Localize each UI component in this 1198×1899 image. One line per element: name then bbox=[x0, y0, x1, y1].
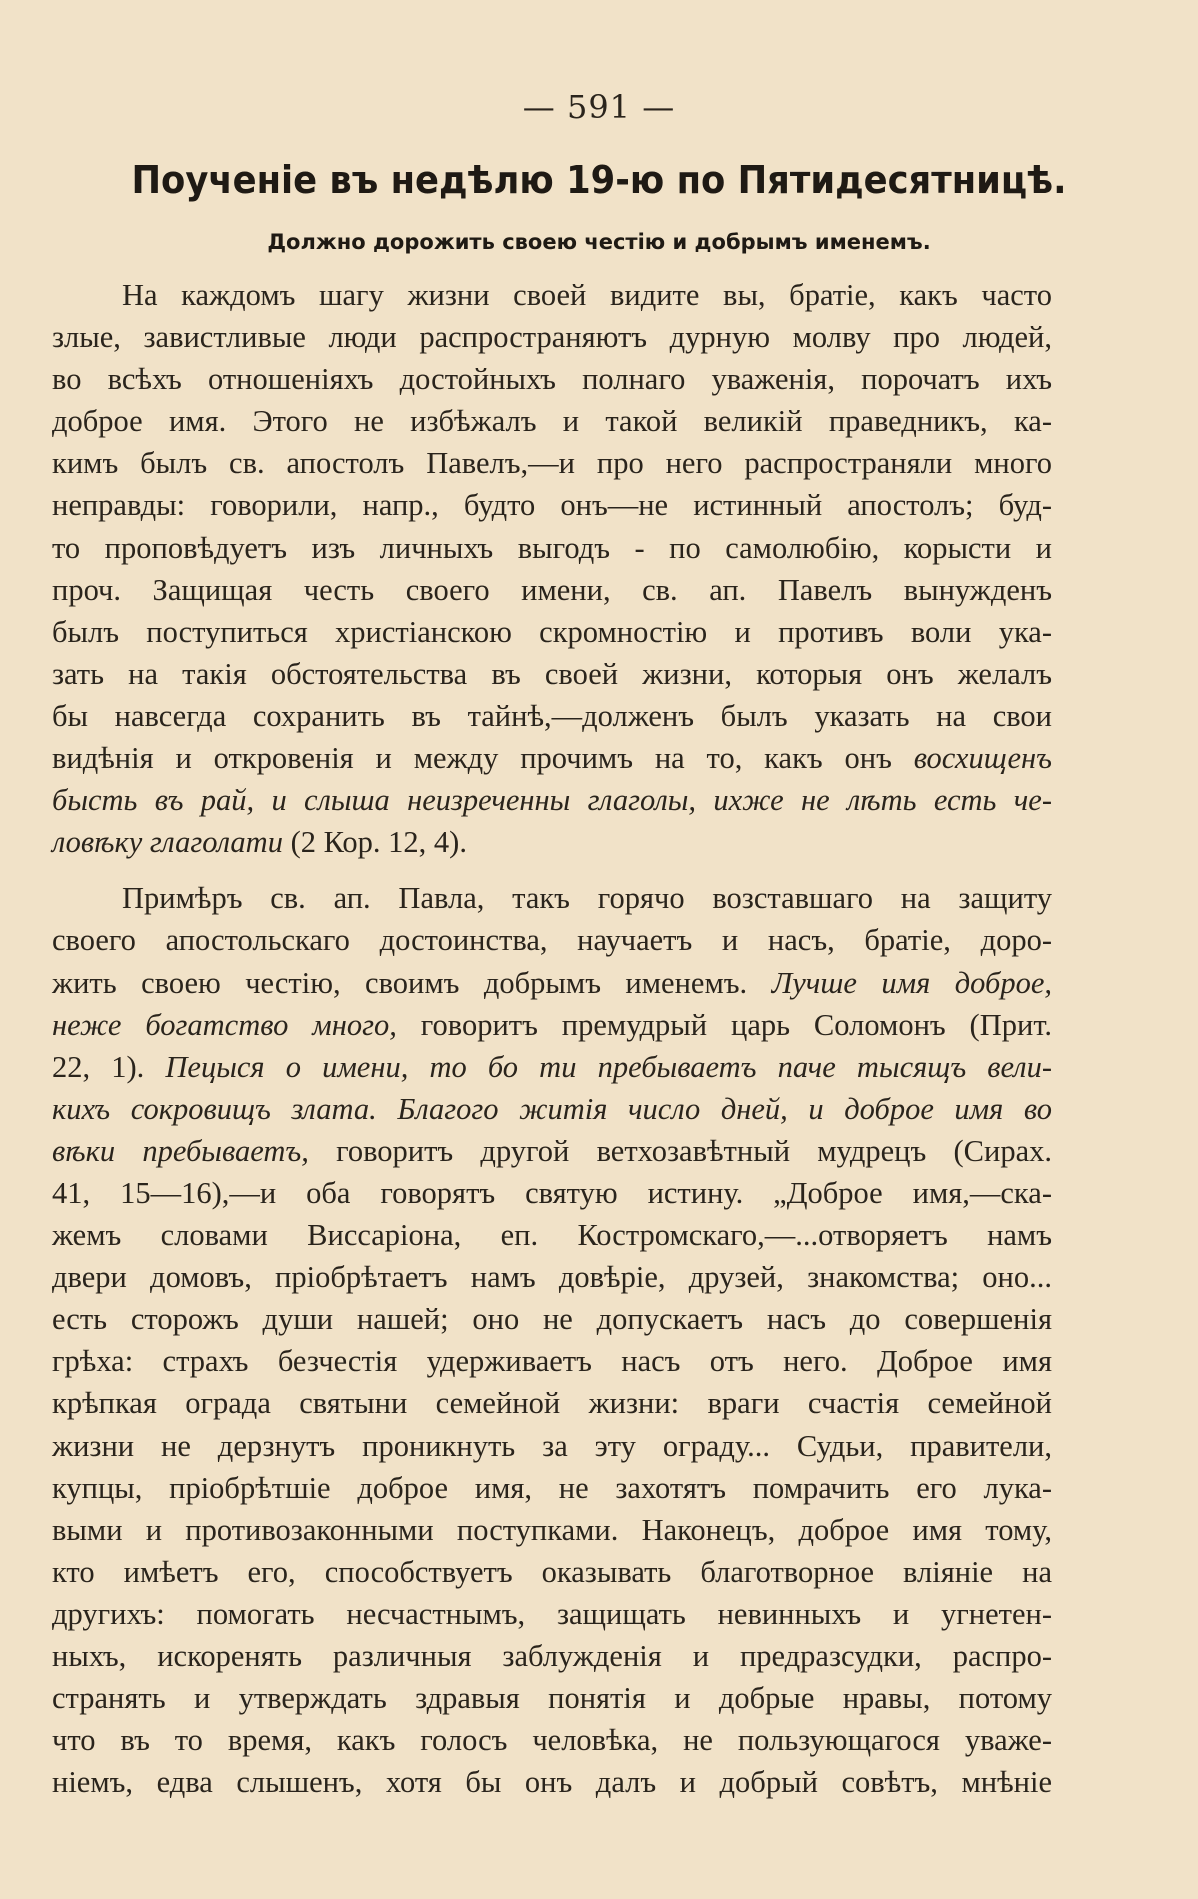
paragraph-1 bbox=[52, 274, 1052, 863]
text-line: странять и утверждать здравыя понятія и добрые нравы, потому bbox=[52, 1681, 1052, 1716]
citation: (2 Кор. 12, 4). bbox=[282, 825, 467, 860]
text-run: видѣнія и откровенія и между прочимъ на то, какъ онъ bbox=[52, 741, 914, 776]
paragraph-2 bbox=[52, 877, 1052, 1803]
text-line: двери домовъ, пріобрѣтаетъ намъ довѣріе, друзей, знакомства; оно... bbox=[52, 1260, 1052, 1295]
text-line: кимъ былъ св. апостолъ Павелъ,—и про него распространяли много bbox=[52, 446, 1052, 481]
text-line: ніемъ, едва слышенъ, хотя бы онъ далъ и добрый совѣтъ, мнѣніе bbox=[52, 1765, 1052, 1800]
text-line: во всѣхъ отношеніяхъ достойныхъ полнаго уваженія, порочатъ ихъ bbox=[52, 362, 1052, 397]
text-line: есть сторожъ души нашей; оно не допускаетъ насъ до совершенія bbox=[52, 1302, 1052, 1337]
text-line: другихъ: помогать несчастнымъ, защищать невинныхъ и угнетен- bbox=[52, 1596, 1052, 1631]
text-run: жить своею честію, своимъ добрымъ именемъ. bbox=[52, 965, 772, 1000]
sermon-title: Поученіе въ недѣлю 19-ю по Пятидесятницѣ. bbox=[131, 158, 1067, 202]
text-line: кто имѣетъ его, способствуетъ оказывать благотворное вліяніе на bbox=[52, 1554, 1052, 1589]
italic-quote-line: кихъ сокровищъ злата. Благого житія число дней, и доброе имя во bbox=[52, 1091, 1052, 1126]
sermon-body bbox=[52, 274, 1052, 1803]
italic-quote-line: бысть въ рай, и слыша неизреченны глаголы, ихже не лѣть есть че- bbox=[52, 783, 1052, 818]
text-line: грѣха: страхъ безчестія удерживаетъ насъ отъ него. Доброе имя bbox=[52, 1344, 1052, 1379]
text-line bbox=[52, 962, 1052, 1004]
text-line: жизни не дерзнутъ проникнуть за эту ограду... Судьи, правители, bbox=[52, 1428, 1052, 1463]
paragraph-gap bbox=[52, 863, 1052, 877]
text-line bbox=[52, 1046, 1052, 1088]
text-line: 41, 15—16),—и оба говорятъ святую истину. „Доброе имя,—ска- bbox=[52, 1175, 1052, 1210]
text-run: говоритъ премудрый царь Соломонъ (Прит. bbox=[396, 1007, 1052, 1042]
text-line: что въ то время, какъ голосъ человѣка, не пользующагося уваже- bbox=[52, 1723, 1052, 1758]
text-line: доброе имя. Этого не избѣжалъ и такой великій праведникъ, ка- bbox=[52, 404, 1052, 439]
italic-quote: вѣки пребываетъ, bbox=[52, 1133, 309, 1168]
text-line: ныхъ, искоренять различныя заблужденія и предразсудки, распро- bbox=[52, 1639, 1052, 1673]
text-run: говоритъ другой ветхозавѣтный мудрецъ (Сирах. bbox=[308, 1133, 1052, 1168]
text-line: Примѣръ св. ап. Павла, такъ горячо возставшаго на защиту bbox=[122, 881, 1052, 916]
text-line: проч. Защищая честь своего имени, св. ап. Павелъ вынужденъ bbox=[52, 572, 1052, 607]
text-line: На каждомъ шагу жизни своей видите вы, братіе, какъ часто bbox=[122, 278, 1052, 312]
text-line bbox=[52, 821, 1052, 863]
italic-quote: Лучше имя доброе, bbox=[771, 965, 1052, 1000]
text-line: неправды: говорили, напр., будто онъ—не истинный апостолъ; буд- bbox=[52, 488, 1052, 523]
text-line: злые, завистливые люди распространяютъ дурную молву про людей, bbox=[52, 320, 1052, 355]
text-line bbox=[52, 1130, 1052, 1172]
text-line bbox=[52, 737, 1052, 779]
citation: 22, 1). bbox=[52, 1049, 166, 1084]
text-line: то проповѣдуетъ изъ личныхъ выгодъ - по самолюбію, корысти и bbox=[52, 530, 1052, 565]
page-number: — 591 — bbox=[522, 88, 676, 126]
italic-quote: Пецыся о имени, то бо ти пребываетъ паче тысящъ вели- bbox=[165, 1049, 1052, 1084]
text-line: бы навсегда сохранить въ тайнѣ,—долженъ былъ указать на свои bbox=[52, 698, 1052, 733]
italic-quote: ловѣку глаголати bbox=[52, 825, 283, 860]
text-line: выми и противозаконными поступками. Наконецъ, доброе имя тому, bbox=[52, 1512, 1052, 1547]
text-line: жемъ словами Виссаріона, еп. Костромскаго,—...отворяетъ намъ bbox=[52, 1218, 1052, 1253]
italic-quote: восхищенъ bbox=[913, 741, 1052, 776]
italic-quote: неже богатство много, bbox=[52, 1007, 397, 1042]
text-line: зать на такія обстоятельства въ своей жизни, которыя онъ желалъ bbox=[52, 656, 1052, 691]
sermon-subtitle: Должно дорожить своею честію и добрымъ именемъ. bbox=[267, 230, 931, 254]
text-line bbox=[52, 1004, 1052, 1046]
text-line: купцы, пріобрѣтшіе доброе имя, не захотятъ помрачить его лука- bbox=[52, 1470, 1052, 1505]
text-line: своего апостольскаго достоинства, научаетъ и насъ, братіе, доро- bbox=[52, 923, 1052, 958]
text-line: былъ поступиться христіанскою скромностію и противъ воли ука- bbox=[52, 614, 1052, 649]
text-line: крѣпкая ограда святыни семейной жизни: враги счастія семейной bbox=[52, 1386, 1052, 1421]
